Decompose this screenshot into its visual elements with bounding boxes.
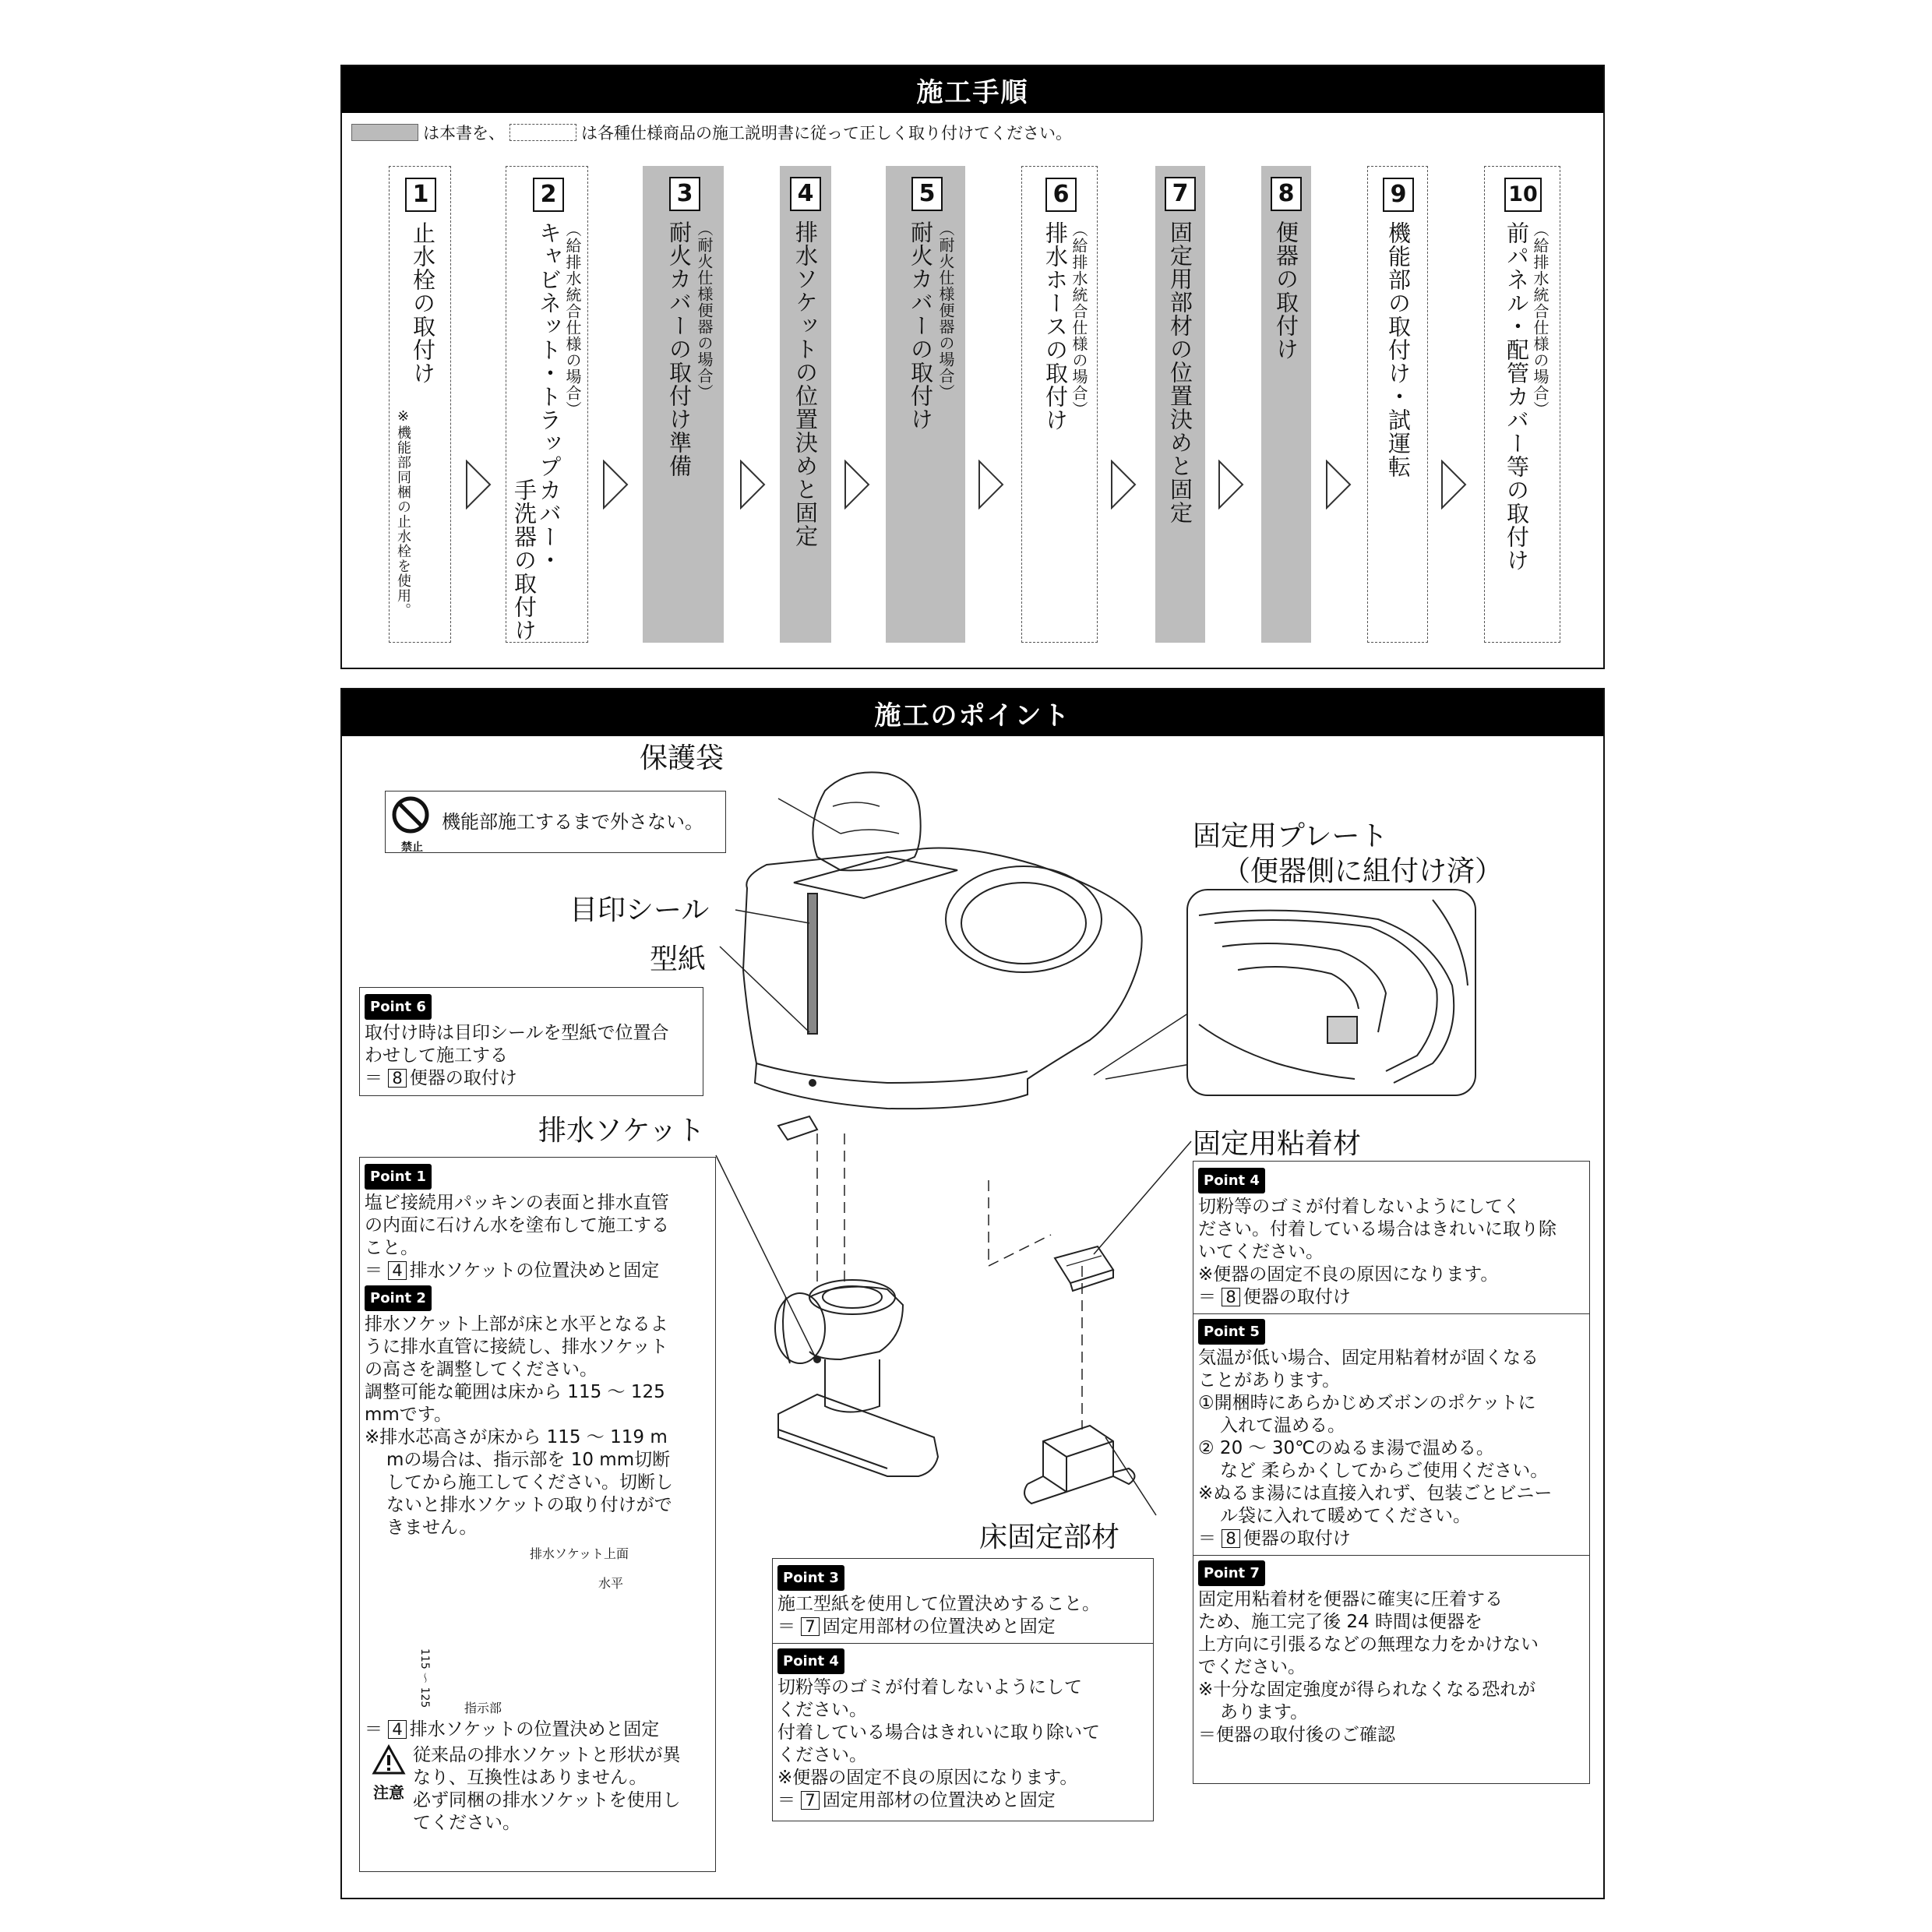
chevron-right-icon [739, 460, 766, 509]
point-4b-line: 付着している場合はきれいに取り除いて [777, 1722, 1100, 1743]
ref-step-number: 8 [1222, 1529, 1239, 1548]
point-4a-line: ※便器の固定不良の原因になります。 [1198, 1264, 1499, 1285]
points-title: 施工のポイント [342, 689, 1603, 736]
ref-step-text: 便器の取付け [1243, 1287, 1351, 1307]
template-piece [778, 1116, 817, 1140]
point-7-line: 固定用粘着材を便器に確実に圧着する [1198, 1589, 1503, 1609]
point-1-tag: Point 1 [365, 1164, 432, 1190]
point-2-line: 排水ソケット上部が床と水平となるよ [365, 1314, 668, 1334]
figure-label-top: 排水ソケット上面 [530, 1546, 629, 1561]
step-main: 排水ソケットの位置決めと固定 [792, 220, 819, 548]
fixing-plate [1327, 1017, 1357, 1043]
point-1-2-box [359, 1157, 716, 1872]
step-number: 1 [405, 178, 436, 212]
step-note: ※機能部同梱の止水栓を使用。 [395, 408, 411, 618]
toilet-base-line [756, 1063, 1028, 1083]
divider [1193, 1313, 1589, 1314]
point-4b-line: ください。 [777, 1700, 867, 1720]
point-4b-line: ※便器の固定不良の原因になります。 [777, 1768, 1078, 1788]
step-sub: （給排水統合仕様の場合） [1070, 221, 1088, 418]
caution-line: 必ず同梱の排水ソケットを使用し [413, 1790, 681, 1810]
no-entry-icon [390, 795, 431, 835]
point-7-line: ため、施工完了後 24 時間は便器を [1198, 1612, 1482, 1632]
step-sub: （耐火仕様便器の場合） [936, 220, 955, 400]
step-sub: （給排水統合仕様の場合） [1531, 221, 1549, 418]
step-3 [643, 166, 724, 643]
point-2-note: してから施工してください。切断し [386, 1472, 673, 1493]
step-sub: （給排水統合仕様の場合） [563, 221, 582, 418]
step-main: 便器の取付け [1273, 220, 1299, 361]
toilet-bowl-body [743, 848, 1142, 1109]
adhesive-pad [1055, 1246, 1113, 1283]
ref-step-number: 7 [801, 1791, 819, 1810]
step-main: 耐火カバーの取付け準備 [666, 220, 693, 478]
step-main: 固定用部材の位置決めと固定 [1167, 220, 1193, 524]
point-2-tag: Point 2 [365, 1285, 432, 1311]
legend-other-swatch [509, 124, 576, 141]
step-number: 8 [1271, 177, 1302, 211]
point-5-line: ①開梱時にあらかじめズボンのポケットに [1198, 1393, 1536, 1413]
point-2-note: mの場合は、指示部を 10 mm切断 [386, 1450, 671, 1470]
point-5-line: など 柔らかくしてからご使用ください。 [1220, 1461, 1549, 1481]
point-3-line: 施工型紙を使用して位置決めすること。 [777, 1594, 1100, 1614]
point-1-line: の内面に石けん水を塗布して施工する [365, 1215, 669, 1236]
prohibition-text: 機能部施工するまで外さない。 [442, 810, 703, 833]
chevron-right-icon [1218, 460, 1244, 509]
ref-step-text: 固定用部材の位置決めと固定 [822, 1790, 1056, 1810]
point-4-5-7-box [1193, 1161, 1590, 1784]
point-2-line: 調整可能な範囲は床から 115 ～ 125 [365, 1382, 665, 1402]
drain-socket-illustration [775, 1280, 938, 1476]
divider [1193, 1555, 1589, 1556]
point-6-tag: Point 6 [365, 994, 432, 1020]
point-5-ref: ＝ 8 便器の取付け [1198, 1528, 1351, 1549]
point-5-tag: Point 5 [1198, 1319, 1265, 1345]
step-number: 6 [1045, 178, 1077, 212]
step-2 [506, 166, 588, 643]
ref-step-text: 排水ソケットの位置決めと固定 [409, 1719, 660, 1740]
label-drain-socket: 排水ソケット [538, 1115, 705, 1147]
step-7 [1155, 166, 1205, 643]
step-main-2: 手洗器の取付け [511, 478, 538, 642]
point-2-line: の高さを調整してください。 [365, 1359, 598, 1380]
ref-step-text: 便器の取付け [409, 1068, 517, 1088]
point-5-line: 気温が低い場合、固定用粘着材が固くなる [1198, 1348, 1539, 1368]
point-5-line: ことがあります。 [1198, 1370, 1341, 1391]
point-1-line: こと。 [365, 1238, 418, 1258]
step-number: 5 [911, 177, 943, 211]
marker-seal-strip [808, 894, 817, 1034]
chevron-right-icon [1110, 460, 1137, 509]
point-4a-line: ださい。付着している場合はきれいに取り除 [1198, 1219, 1557, 1239]
point-6-box [359, 987, 703, 1096]
ref-step-number: 4 [388, 1720, 406, 1739]
label-fixing-plate: 固定用プレート [1193, 820, 1388, 852]
figure-label-level: 水平 [598, 1576, 624, 1591]
step-number: 4 [790, 177, 821, 211]
chevron-right-icon [1440, 460, 1467, 509]
step-4 [780, 166, 831, 643]
point-5-line: ※ぬるま湯には直接入れず、包装ごとビニー [1198, 1483, 1553, 1504]
point-4a-line: 切粉等のゴミが付着しないようにしてく [1198, 1197, 1521, 1217]
point-6-line: わせして施工する [365, 1045, 508, 1066]
point-4a-line: いてください。 [1198, 1242, 1324, 1262]
step-main: 耐火カバーの取付け [908, 220, 934, 431]
label-fixing-plate-note: （便器側に組付け済） [1222, 855, 1504, 887]
point-4b-tag: Point 4 [777, 1648, 844, 1674]
label-protective-bag: 保護袋 [640, 742, 724, 774]
step-number: 3 [669, 177, 700, 211]
step-number: 9 [1383, 178, 1414, 212]
protective-bag [813, 772, 920, 870]
point-7-line: ※十分な固定強度が得られなくなる恐れが [1198, 1680, 1536, 1700]
caution-line: なり、互換性はありません。 [413, 1768, 647, 1788]
step-main: 機能部の取付け・試運転 [1385, 221, 1412, 478]
legend-this-text: は本書を、 [423, 124, 505, 143]
legend [351, 121, 1072, 144]
prohibition-box [385, 791, 726, 853]
top-plate [794, 857, 957, 898]
floor-fixing-member [1043, 1426, 1113, 1492]
caution-line: 従来品の排水ソケットと形状が異 [413, 1745, 681, 1765]
caution-icon [365, 1744, 413, 1835]
point-5-line: ② 20 ～ 30℃のぬるま湯で温める。 [1198, 1438, 1494, 1458]
point-4a-tag: Point 4 [1198, 1168, 1265, 1193]
label-floor-member: 床固定部材 [979, 1521, 1120, 1553]
point-4b-line: 切粉等のゴミが付着しないようにして [777, 1677, 1082, 1698]
point-2-ref: ＝ 4 排水ソケットの位置決めと固定 [365, 1719, 660, 1740]
point-3-tag: Point 3 [777, 1565, 844, 1591]
caution-label: 注意 [373, 1783, 404, 1802]
divider [773, 1643, 1153, 1644]
point-5-line: ル袋に入れて暖めてください。 [1220, 1506, 1471, 1526]
point-2-line: うに排水直管に接続し、排水ソケット [365, 1337, 668, 1357]
ref-step-text: 便器の取付け [1243, 1528, 1351, 1549]
ref-step-text: 固定用部材の位置決めと固定 [822, 1616, 1056, 1637]
ref-step-number: 8 [1222, 1288, 1239, 1306]
ref-step-number: 7 [801, 1617, 819, 1636]
chevron-right-icon [465, 460, 492, 509]
figure-label-mark: 指示部 [464, 1701, 502, 1715]
point-6-line: 取付け時は目印シールを型紙で位置合 [365, 1023, 669, 1043]
point-2-note: きません。 [386, 1518, 478, 1538]
chevron-right-icon [844, 460, 870, 509]
figure-label-dim: 115 ～ 125 [418, 1648, 431, 1708]
point-2-line: mmです。 [365, 1405, 452, 1425]
step-main: 前パネル・配管カバー等の取付け [1504, 221, 1530, 572]
procedure-panel [340, 65, 1605, 669]
label-adhesive: 固定用粘着材 [1193, 1128, 1362, 1160]
point-5-line: 入れて温める。 [1220, 1416, 1345, 1436]
point-4b-ref: ＝ 7 固定用部材の位置決めと固定 [777, 1790, 1056, 1810]
points-panel [340, 688, 1605, 1899]
ref-step-number: 4 [388, 1261, 406, 1280]
step-number: 2 [533, 178, 564, 212]
legend-this-swatch [351, 124, 418, 141]
point-3-ref: ＝ 7 固定用部材の位置決めと固定 [777, 1616, 1056, 1637]
step-main: 排水ホースの取付け [1042, 221, 1069, 432]
ref-step-text: 排水ソケットの位置決めと固定 [409, 1260, 660, 1281]
step-main: キャビネット・トラップカバー・ [536, 221, 562, 572]
chevron-right-icon [602, 460, 629, 509]
plate-zoom-inset [1187, 890, 1475, 1095]
caution-line: てください。 [413, 1813, 520, 1833]
point-7-ref: ＝便器の取付後のご確認 [1198, 1725, 1395, 1745]
procedure-title: 施工手順 [342, 66, 1603, 113]
legend-other-text: は各種仕様商品の施工説明書に従って正しく取り付けてください。 [581, 124, 1072, 143]
step-main: 止水栓の取付け [410, 221, 436, 385]
point-4b-line: ください。 [777, 1745, 867, 1765]
step-9 [1367, 166, 1428, 643]
step-6 [1021, 166, 1098, 643]
label-template: 型紙 [650, 943, 707, 975]
point-2-note: ※排水芯高さが床から 115 ～ 119 m [365, 1427, 668, 1447]
chevron-right-icon [1325, 460, 1352, 509]
step-1 [389, 166, 451, 643]
step-sub: （耐火仕様便器の場合） [695, 220, 714, 400]
step-number: 7 [1165, 177, 1196, 211]
label-marker-seal: 目印シール [569, 894, 710, 926]
chevron-right-icon [978, 460, 1004, 509]
figure-space [365, 1539, 710, 1719]
caution-block [365, 1744, 710, 1835]
step-8 [1261, 166, 1311, 643]
point-7-line: 上方向に引張るなどの無理な力をかけない [1198, 1634, 1539, 1655]
point-1-ref: ＝ 4 排水ソケットの位置決めと固定 [365, 1260, 660, 1281]
prohibition-icon [390, 795, 434, 854]
warning-triangle-icon [372, 1744, 406, 1775]
point-7-tag: Point 7 [1198, 1560, 1265, 1586]
point-7-line: でください。 [1198, 1657, 1306, 1677]
step-5 [886, 166, 965, 643]
prohibition-icon-label: 禁止 [401, 841, 423, 854]
point-6-ref: ＝ 8 便器の取付け [365, 1068, 517, 1088]
point-3-4-box [772, 1558, 1154, 1821]
point-1-line: 塩ビ接続用パッキンの表面と排水直管 [365, 1193, 669, 1213]
step-number: 10 [1504, 178, 1542, 212]
point-2-note: ないと排水ソケットの取り付けがで [386, 1495, 672, 1515]
point-4a-ref: ＝ 8 便器の取付け [1198, 1287, 1351, 1307]
ref-step-number: 8 [388, 1069, 406, 1088]
point-7-line: あります。 [1220, 1702, 1309, 1722]
step-10 [1484, 166, 1560, 643]
